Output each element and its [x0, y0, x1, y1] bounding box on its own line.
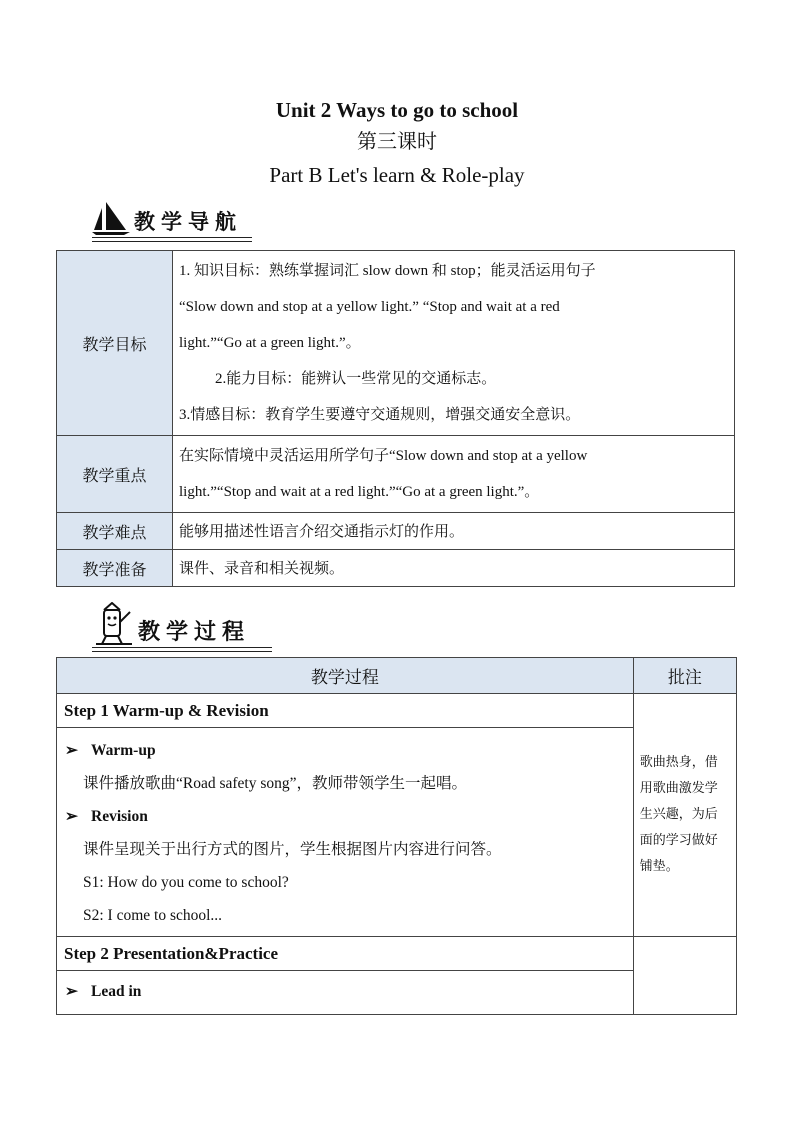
objectives-line: 3.情感目标：教育学生要遵守交通规则，增强交通安全意识。: [179, 407, 581, 423]
warmup-text: 课件播放歌曲“Road safety song”，教师带领学生一起唱。: [83, 775, 468, 792]
step1-title: Step 1 Warm-up & Revision: [57, 694, 634, 728]
objectives-line: 1. 知识目标：熟练掌握词汇 slow down 和 stop；能灵活运用句子: [179, 263, 596, 279]
objectives-line: light.”“Go at a green light.”。: [179, 335, 361, 351]
table-row: [57, 694, 737, 728]
arrow-bullet-icon: ➢: [65, 742, 78, 759]
table-row: [57, 550, 735, 587]
nav-banner: [92, 200, 242, 236]
nav-banner-text: 教学导航: [134, 210, 242, 234]
title-block: [0, 96, 794, 190]
part-title: Part B Let's learn & Role-play: [269, 163, 525, 187]
pencil-character-icon: [92, 602, 134, 646]
objectives-content: [173, 251, 735, 436]
revision-text: 课件呈现关于出行方式的图片，学生根据图片内容进行问答。: [83, 841, 502, 858]
difficulties-content: 能够用描述性语言介绍交通指示灯的作用。: [173, 513, 735, 550]
unit-title: Unit 2 Ways to go to school: [275, 98, 519, 122]
step2-title: Step 2 Presentation&Practice: [57, 937, 634, 971]
table-row: [57, 513, 735, 550]
label-objectives: 教学目标: [57, 251, 173, 436]
leadin-label: Lead in: [91, 983, 142, 1000]
arrow-bullet-icon: ➢: [65, 983, 78, 1000]
key-points-line: 在实际情境中灵活运用所学句子“Slow down and stop at a yellow: [179, 448, 588, 464]
key-points-content: [173, 436, 735, 513]
objectives-line: 2.能力目标：能辨认一些常见的交通标志。: [215, 371, 497, 387]
table-header-row: [57, 658, 737, 694]
teaching-plan-table: [56, 250, 735, 587]
header-notes: 批注: [633, 658, 736, 694]
step1-note: 歌曲热身，借用歌曲激发学生兴趣，为后面的学习做好铺垫。: [633, 694, 736, 937]
table-row: [57, 436, 735, 513]
label-preparation: 教学准备: [57, 550, 173, 587]
revision-label: Revision: [91, 808, 148, 825]
step1-body: [57, 728, 634, 937]
step2-note: [633, 937, 736, 1015]
arrow-bullet-icon: ➢: [65, 808, 78, 825]
warmup-item: [65, 734, 625, 767]
leadin-item: [65, 975, 625, 1008]
nav-banner-underline: [92, 237, 252, 242]
table-row: [57, 937, 737, 971]
lesson-number: 第三课时: [357, 129, 437, 153]
header-process: 教学过程: [57, 658, 634, 694]
process-banner-text: 教学过程: [138, 620, 251, 645]
sailboat-icon: [92, 200, 132, 236]
teaching-process-table: [56, 657, 737, 1015]
dialogue-s1: S1: How do you come to school?: [83, 874, 289, 891]
revision-item: [65, 800, 625, 833]
process-banner-underline: [92, 647, 272, 652]
warmup-label: Warm-up: [91, 742, 156, 759]
label-difficulties: 教学难点: [57, 513, 173, 550]
preparation-content: 课件、录音和相关视频。: [173, 550, 735, 587]
process-banner: [92, 602, 250, 646]
key-points-line: light.”“Stop and wait at a red light.”“Go at a green light.”。: [179, 484, 540, 500]
dialogue-s2: S2: I come to school...: [83, 907, 223, 924]
step2-body: [57, 971, 634, 1015]
label-key-points: 教学重点: [57, 436, 173, 513]
objectives-line: “Slow down and stop at a yellow light.” “Stop and wait at a red: [179, 299, 560, 315]
table-row: [57, 251, 735, 436]
